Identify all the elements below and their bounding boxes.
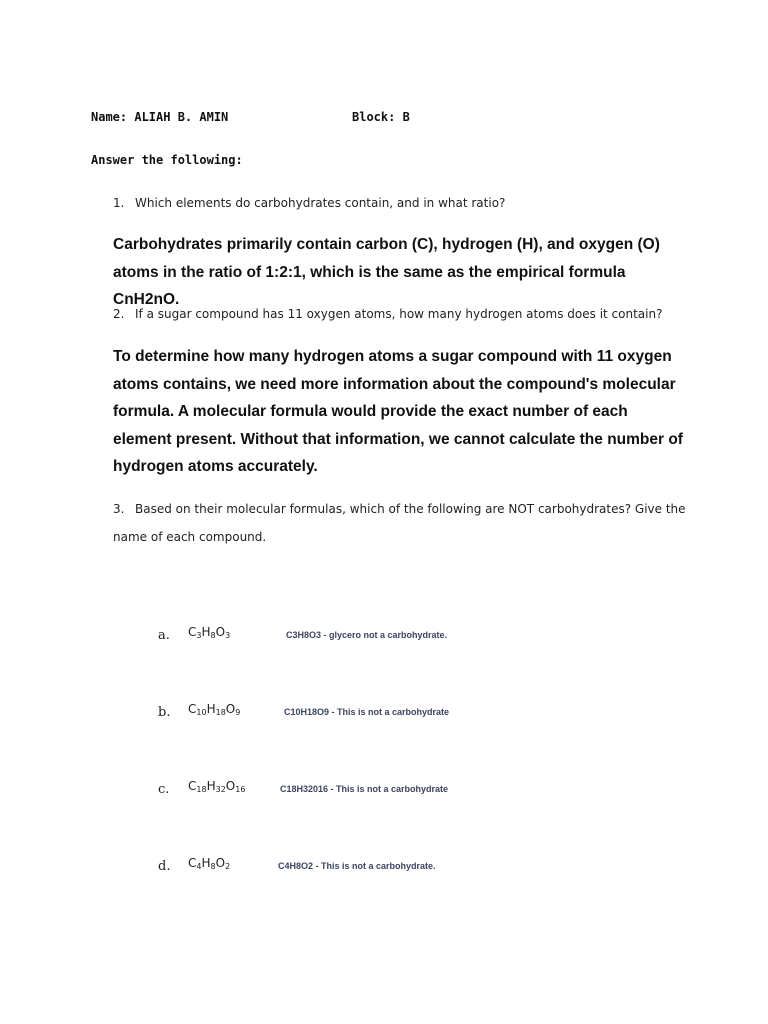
item-b-formula: $C_{10}H_{18}O_9$ — [188, 702, 241, 717]
question-2-text: If a sugar compound has 11 oxygen atoms, how many hydrogen atoms does it contain? — [135, 307, 663, 321]
question-3-number: 3. — [113, 502, 125, 516]
question-3 — [113, 502, 686, 516]
block-label: Block: B — [352, 110, 410, 124]
item-c-letter: c. — [158, 782, 170, 797]
item-d-formula: $C_4H_8O_2$ — [188, 856, 231, 871]
item-b-note: C10H18O9 - This is not a carbohydrate — [284, 707, 450, 717]
question-3-text-line1: Based on their molecular formulas, which of the following are NOT carbohydrates? Give the — [135, 502, 686, 516]
item-a-note: C3H8O3 - glycero not a carbohydrate. — [286, 630, 448, 640]
question-1 — [113, 196, 505, 210]
instructions-heading: Answer the following: — [91, 153, 243, 167]
answer-1: Carbohydrates primarily contain carbon (C), hydrogen (H), and oxygen (O) atoms in the ratio of 1:2:1, which is the same as the empirical formula CnH2nO. — [113, 236, 660, 308]
question-2-number: 2. — [113, 307, 125, 321]
answer-2: To determine how many hydrogen atoms a sugar compound with 11 oxygen atoms contains, we need more information about the compound's molecular formula. A molecular formula would provide the exact number of each element present. Without that information, we cannot calculate the number of hydrogen atoms accurately. — [113, 348, 683, 475]
item-d-letter: d. — [158, 859, 171, 874]
item-d-note: C4H8O2 - This is not a carbohydrate. — [278, 861, 436, 871]
item-c-note: C18H32016 - This is not a carbohydrate — [280, 784, 449, 794]
question-1-text: Which elements do carbohydrates contain, and in what ratio? — [135, 196, 506, 210]
question-3-text-line2: name of each compound. — [113, 530, 267, 544]
item-c-formula: $C_{18}H_{32}O_{16}$ — [188, 779, 246, 794]
item-b-letter: b. — [158, 705, 171, 720]
question-1-number: 1. — [113, 196, 125, 210]
student-name: Name: ALIAH B. AMIN — [91, 110, 229, 124]
item-a-letter: a. — [158, 628, 170, 643]
item-a-formula: $C_3H_8O_3$ — [188, 625, 231, 640]
question-2 — [113, 307, 662, 321]
